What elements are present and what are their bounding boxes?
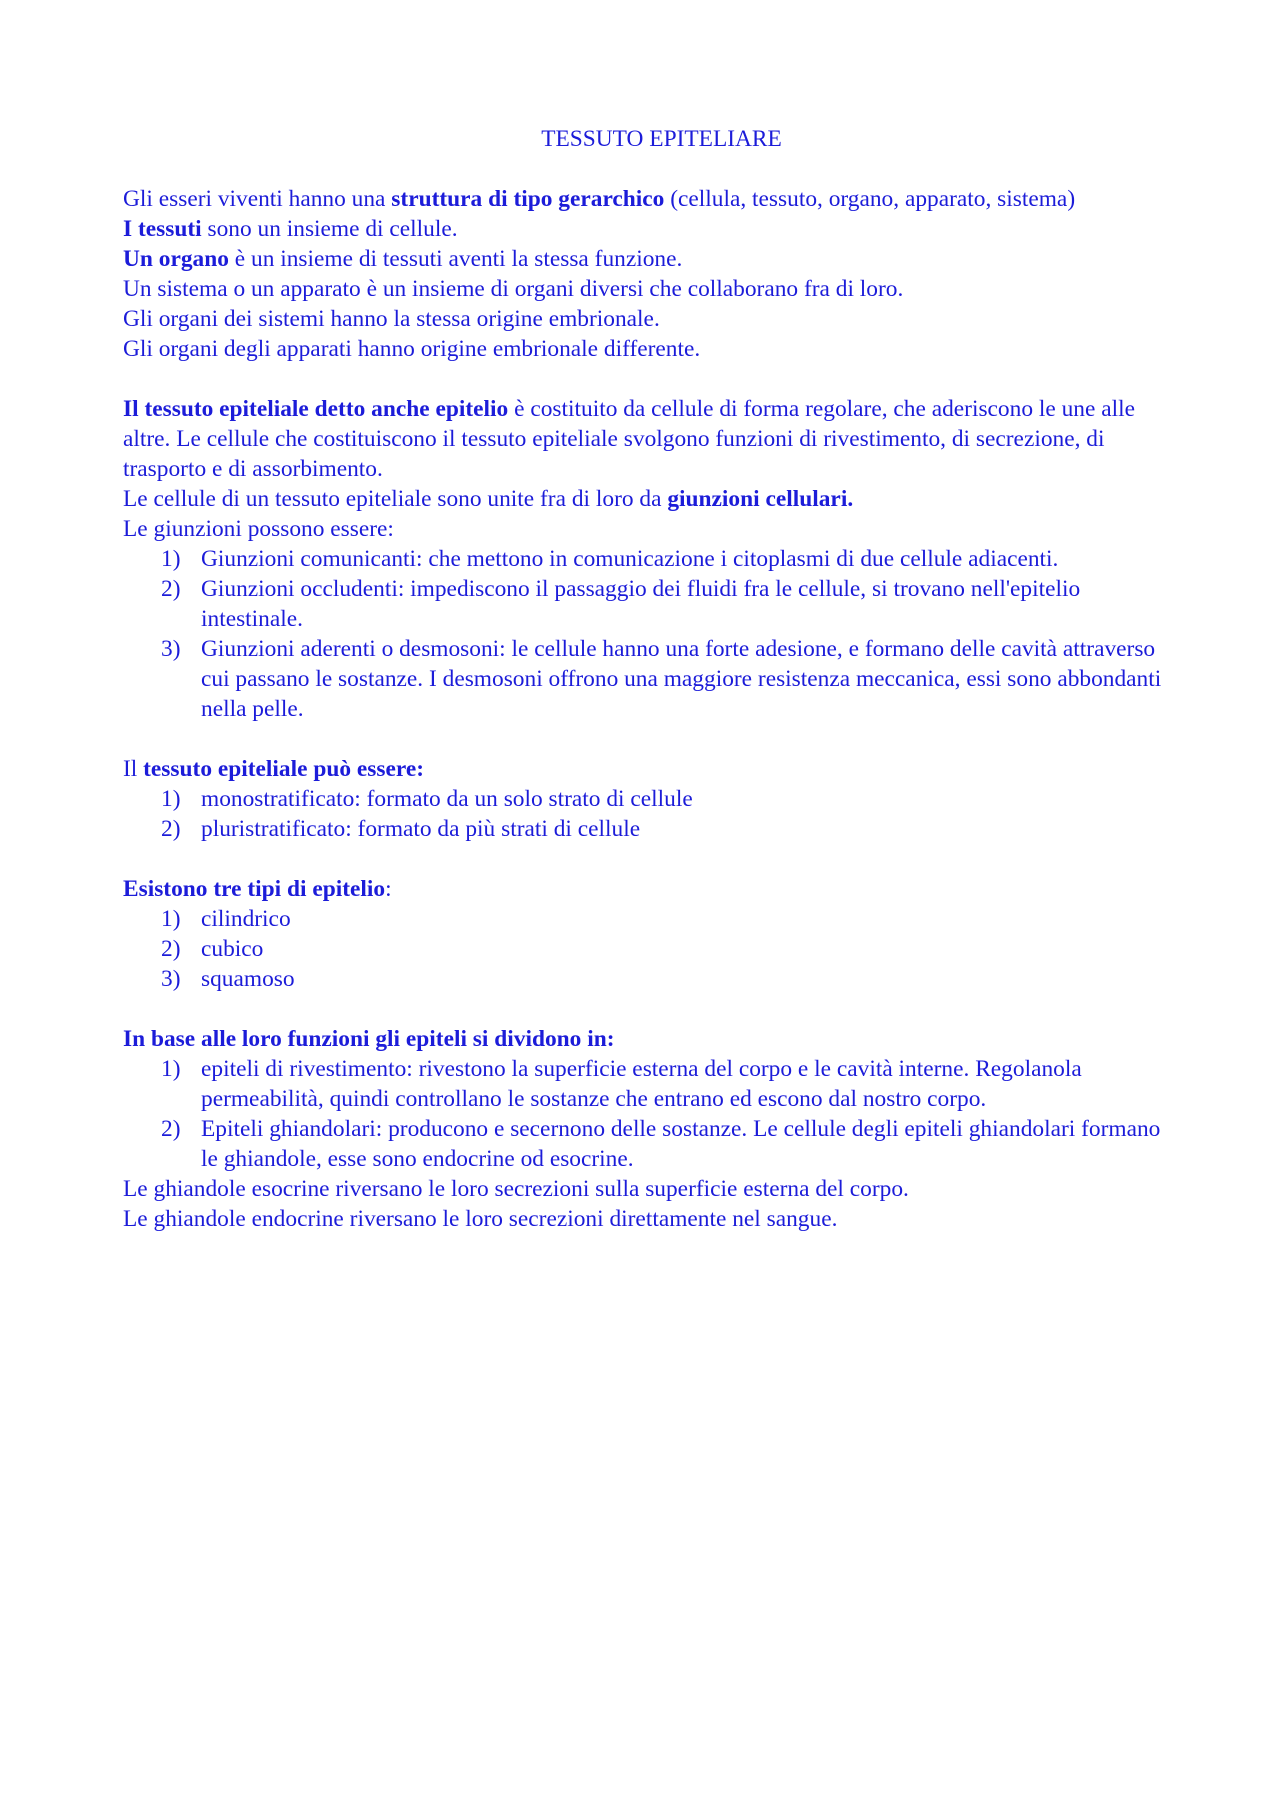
list-text: Giunzioni occludenti: impediscono il passaggio dei fluidi fra le cellule, si trovano nell'epitelio intestinale. bbox=[201, 576, 1081, 632]
intro-line-hierarchy bbox=[123, 184, 1178, 214]
funzioni-list bbox=[123, 1054, 1178, 1174]
list-text: Giunzioni comunicanti: che mettono in comunicazione i citoplasmi di due cellule adiacenti. bbox=[201, 546, 1059, 572]
list-number: 1) bbox=[161, 786, 181, 812]
list-number: 2) bbox=[161, 816, 181, 842]
list-text: cubico bbox=[201, 936, 264, 962]
ghiandole-endocrine-line: Le ghiandole endocrine riversano le loro secrezioni direttamente nel sangue. bbox=[123, 1206, 838, 1232]
list-item bbox=[123, 544, 1178, 574]
list-item bbox=[123, 934, 1178, 964]
epitelio-bold: Il tessuto epiteliale detto anche epitelio bbox=[123, 396, 509, 422]
strati-list bbox=[123, 784, 1178, 844]
intro-bold: struttura di tipo gerarchico bbox=[391, 186, 665, 212]
intro-line-tessuti bbox=[123, 214, 1178, 244]
tipi-text: : bbox=[385, 876, 392, 902]
tipi-heading bbox=[123, 874, 1178, 904]
list-number: 2) bbox=[161, 1116, 181, 1142]
intro-text: sono un insieme di cellule. bbox=[201, 216, 458, 242]
list-text: Giunzioni aderenti o desmosoni: le cellule hanno una forte adesione, e formano delle cavità attraverso cui passano le sostanze. I desmosoni offrono una maggiore resistenza meccanica, essi sono abbondanti nella pelle. bbox=[201, 636, 1162, 722]
paragraph-gap bbox=[123, 844, 1178, 874]
list-text: pluristratificato: formato da più strati di cellule bbox=[201, 816, 641, 842]
list-item bbox=[123, 1114, 1178, 1174]
intro-bold: Un organo bbox=[123, 246, 229, 272]
list-text: Epiteli ghiandolari: producono e secernono delle sostanze. Le cellule degli epiteli ghiandolari formano le ghiandole, esse sono endocrine od esocrine. bbox=[201, 1116, 1161, 1172]
list-text: cilindrico bbox=[201, 906, 291, 932]
list-item bbox=[123, 574, 1178, 634]
intro-text: (cellula, tessuto, organo, apparato, sistema) bbox=[664, 186, 1076, 212]
page-title: TESSUTO EPITELIARE bbox=[541, 126, 782, 152]
epitelio-giunzioni-intro bbox=[123, 484, 1178, 514]
list-item bbox=[123, 784, 1178, 814]
paragraph-gap bbox=[123, 724, 1178, 754]
list-item bbox=[123, 1054, 1178, 1114]
intro-line-organo bbox=[123, 244, 1178, 274]
strati-text: Il bbox=[123, 756, 144, 782]
tipi-list bbox=[123, 904, 1178, 994]
intro-line-sistemi: Gli organi dei sistemi hanno la stessa origine embrionale. bbox=[123, 306, 660, 332]
giunzioni-heading: Le giunzioni possono essere: bbox=[123, 516, 394, 542]
strati-bold: tessuto epiteliale può essere: bbox=[143, 756, 424, 782]
intro-line-sistema: Un sistema o un apparato è un insieme di organi diversi che collaborano fra di loro. bbox=[123, 276, 904, 302]
list-number: 3) bbox=[161, 966, 181, 992]
epitelio-text: Le cellule di un tessuto epiteliale sono unite fra di loro da bbox=[123, 486, 668, 512]
intro-line-apparati: Gli organi degli apparati hanno origine embrionale differente. bbox=[123, 336, 701, 362]
list-text: epiteli di rivestimento: rivestono la superficie esterna del corpo e le cavità interne. Regolanola permeabilità, quindi controllano le sostanze che entrano ed escono dal nostro corpo. bbox=[201, 1056, 1082, 1112]
list-number: 1) bbox=[161, 906, 181, 932]
tipi-bold: Esistono tre tipi di epitelio bbox=[123, 876, 386, 902]
paragraph-gap bbox=[123, 994, 1178, 1024]
epitelio-definition bbox=[123, 394, 1178, 484]
list-number: 1) bbox=[161, 1056, 181, 1082]
funzioni-bold: In base alle loro funzioni gli epiteli si dividono in: bbox=[123, 1026, 615, 1052]
list-number: 1) bbox=[161, 546, 181, 572]
list-number: 3) bbox=[161, 636, 181, 662]
list-item bbox=[123, 964, 1178, 994]
list-item bbox=[123, 634, 1178, 724]
funzioni-heading bbox=[123, 1024, 1178, 1054]
list-item bbox=[123, 814, 1178, 844]
strati-heading bbox=[123, 754, 1178, 784]
list-text: monostratificato: formato da un solo strato di cellule bbox=[201, 786, 693, 812]
list-item bbox=[123, 904, 1178, 934]
paragraph-gap bbox=[123, 364, 1178, 394]
intro-text: è un insieme di tessuti aventi la stessa funzione. bbox=[228, 246, 683, 272]
epitelio-bold: giunzioni cellulari. bbox=[667, 486, 854, 512]
giunzioni-list bbox=[123, 544, 1178, 724]
list-number: 2) bbox=[161, 936, 181, 962]
epitelio-text: è costituito da cellule di forma regolare, che aderiscono le une alle altre. Le cellule che costituiscono il tessuto epiteliale svolgono funzioni di rivestimento, di secrezione, di trasporto e di assorbimento. bbox=[123, 396, 1135, 482]
list-text: squamoso bbox=[201, 966, 295, 992]
ghiandole-esocrine-line: Le ghiandole esocrine riversano le loro secrezioni sulla superficie esterna del corpo. bbox=[123, 1176, 909, 1202]
intro-bold: I tessuti bbox=[123, 216, 202, 242]
intro-text: Gli esseri viventi hanno una bbox=[123, 186, 392, 212]
list-number: 2) bbox=[161, 576, 181, 602]
document-body bbox=[123, 124, 1178, 1234]
